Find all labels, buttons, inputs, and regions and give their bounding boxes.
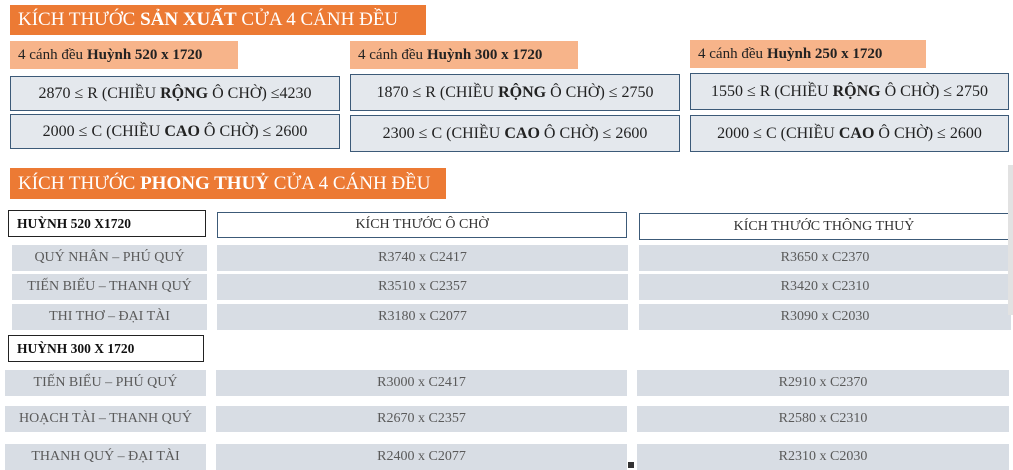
range-bold: RỘNG (160, 84, 209, 102)
opening-size: R3510 x C2357 (378, 279, 467, 294)
opening-size-cell (216, 370, 627, 396)
opening-size-cell (216, 406, 627, 432)
width-range-300 (350, 74, 680, 111)
clear-size-cell (637, 406, 1009, 432)
clear-size-cell (637, 444, 1009, 470)
clear-size-cell (639, 304, 1011, 330)
variant-label-prefix: 4 cánh đều (18, 46, 83, 63)
range-text: Ô CHỜ) ≤ 2750 (884, 82, 989, 100)
variant-label-250 (690, 40, 926, 68)
row-name: QUÝ NHÂN – PHÚ QUÝ (34, 250, 185, 265)
column-header-opening (217, 212, 627, 238)
range-text: 2000 ≤ C (CHIỀU (42, 122, 161, 140)
group-header-300 (8, 335, 204, 362)
clear-size: R2580 x C2310 (778, 411, 868, 426)
row-name: HOẠCH TÀI – THANH QUÝ (19, 411, 192, 426)
clear-size: R3650 x C2370 (780, 250, 870, 265)
opening-size-cell (217, 245, 628, 271)
row-name-cell (12, 245, 207, 271)
clear-size: R3420 x C2310 (780, 279, 870, 294)
clear-size: R2910 x C2370 (778, 375, 868, 390)
width-range-250 (690, 73, 1009, 110)
range-bold: CAO (838, 124, 875, 142)
production-title-suffix: CỬA 4 CÁNH ĐỀU (241, 9, 399, 30)
opening-size: R3740 x C2417 (378, 250, 467, 265)
variant-label-prefix: 4 cánh đều (698, 45, 763, 62)
variant-label-bold: Huỳnh 250 x 1720 (766, 45, 883, 62)
production-section-title (10, 5, 426, 35)
fengshui-title-bold: PHONG THUỶ (140, 172, 270, 194)
opening-size-cell (217, 304, 628, 330)
range-text: Ô CHỜ) ≤ 2750 (550, 83, 654, 101)
range-text: Ô CHỜ) ≤ 2600 (878, 124, 982, 142)
row-name: TIẾN BIỂU – THANH QUÝ (27, 279, 192, 294)
column-header-label: KÍCH THƯỚC Ô CHỜ (355, 217, 489, 232)
opening-size: R2400 x C2077 (377, 449, 466, 464)
range-text: 1870 ≤ R (CHIỀU (376, 83, 495, 101)
height-range-250 (690, 115, 1009, 152)
range-bold: CAO (504, 124, 540, 142)
row-name-cell (5, 406, 206, 432)
variant-label-bold: Huỳnh 520 x 1720 (86, 46, 203, 63)
range-text: 2870 ≤ R (CHIỀU (38, 84, 157, 102)
opening-size-cell (216, 444, 627, 470)
production-title-bold: SẢN XUẤT (140, 9, 237, 30)
fengshui-section-title (10, 168, 446, 199)
row-name: TIẾN BIỂU – PHÚ QUÝ (33, 375, 178, 390)
width-range-520 (10, 76, 340, 111)
range-bold: CAO (164, 122, 200, 140)
row-name-cell (12, 274, 207, 300)
range-text: 2300 ≤ C (CHIỀU (382, 124, 501, 142)
variant-label-300 (350, 41, 578, 69)
group-header-label: HUỲNH 520 X1720 (17, 215, 131, 231)
height-range-300 (350, 115, 680, 152)
opening-size-cell (217, 274, 628, 300)
group-header-label: HUỲNH 300 X 1720 (17, 340, 135, 356)
height-range-520 (10, 114, 340, 149)
row-name-cell (5, 444, 206, 470)
column-header-clear (639, 213, 1009, 240)
row-name: THANH QUÝ – ĐẠI TÀI (31, 449, 180, 464)
edge-fragment-bottom (628, 462, 634, 468)
range-text: Ô CHỜ) ≤ 2600 (543, 124, 648, 142)
column-header-label: KÍCH THƯỚC THÔNG THUỶ (733, 218, 915, 234)
edge-fragment-right (1008, 165, 1013, 315)
row-name-cell (12, 304, 207, 330)
clear-size: R3090 x C2030 (780, 309, 870, 324)
range-text: Ô CHỜ) ≤ 2600 (203, 122, 308, 140)
variant-label-bold: Huỳnh 300 x 1720 (426, 46, 543, 63)
fengshui-title-suffix: CỬA 4 CÁNH ĐỀU (273, 172, 431, 194)
opening-size: R3000 x C2417 (377, 375, 466, 390)
group-header-520 (8, 210, 206, 237)
range-text: 1550 ≤ R (CHIỀU (710, 82, 829, 100)
variant-label-520 (10, 41, 238, 69)
clear-size-cell (637, 370, 1009, 396)
variant-label-prefix: 4 cánh đều (358, 46, 423, 63)
clear-size: R2310 x C2030 (778, 449, 868, 464)
fengshui-title-prefix: KÍCH THƯỚC (18, 172, 136, 194)
range-bold: RỘNG (498, 83, 547, 101)
opening-size: R2670 x C2357 (377, 411, 466, 426)
clear-size-cell (639, 274, 1011, 300)
range-bold: RỘNG (832, 82, 881, 100)
clear-size-cell (639, 245, 1011, 271)
opening-size: R3180 x C2077 (378, 309, 467, 324)
range-text: Ô CHỜ) ≤4230 (212, 84, 312, 102)
production-title-prefix: KÍCH THƯỚC (18, 9, 136, 30)
row-name: THI THƠ – ĐẠI TÀI (49, 309, 170, 324)
range-text: 2000 ≤ C (CHIỀU (717, 124, 835, 142)
row-name-cell (5, 370, 206, 396)
